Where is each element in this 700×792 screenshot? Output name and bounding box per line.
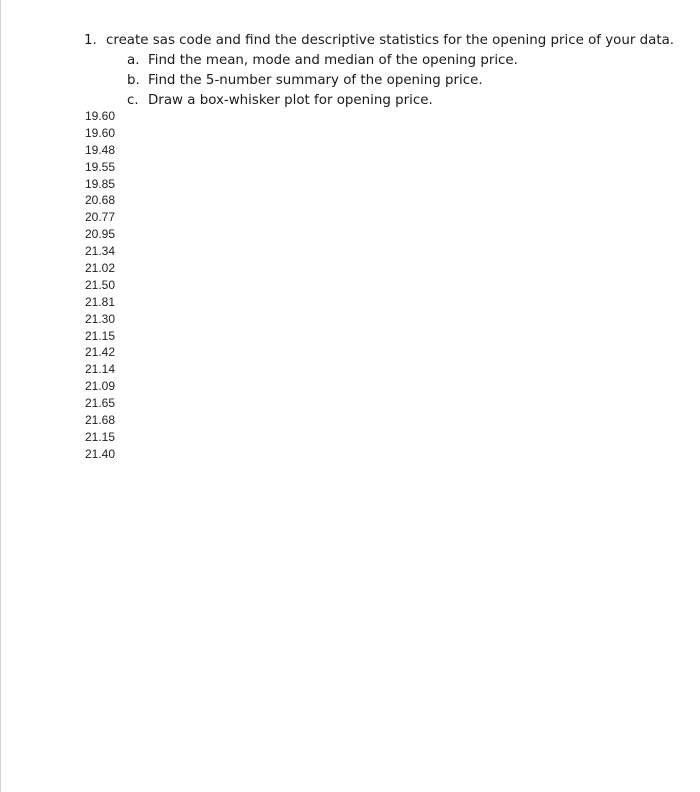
opening-price-value: 19.60 [85,109,116,123]
opening-price-list [85,108,115,463]
opening-price-value: 21.34 [85,244,116,259]
opening-price-value: 21.50 [85,277,116,292]
opening-price-value: 21.02 [85,261,116,276]
question-number: 1. [84,33,97,48]
opening-price-value: 20.95 [85,227,116,242]
opening-price-value: 20.68 [85,193,116,208]
opening-price-value: 21.65 [85,396,116,411]
opening-price-value: 21.42 [85,345,116,360]
opening-price-value: 21.15 [85,429,116,444]
sub-question-text: Draw a box-whisker plot for opening price. [148,93,433,108]
sub-question-letter: b. [127,73,140,88]
opening-price-value: 21.14 [85,362,116,377]
opening-price-value: 19.55 [85,159,116,174]
opening-price-value: 19.48 [85,142,116,157]
opening-price-value: 21.40 [85,446,116,461]
question-text: create sas code and find the descriptive statistics for the opening price of your data. [106,33,675,48]
sub-question-text: Find the 5-number summary of the opening price. [148,73,483,88]
sub-question-list [127,51,684,111]
sub-question-letter: c. [127,93,139,108]
page-left-border [0,0,1,792]
opening-price-value: 20.77 [85,210,116,225]
opening-price-value: 21.15 [85,328,116,343]
sub-question-text: Find the mean, mode and median of the opening price. [148,53,518,68]
opening-price-value: 19.60 [85,125,116,140]
opening-price-value: 21.09 [85,379,116,394]
sub-question-item [127,91,684,111]
sub-question-letter: a. [127,53,140,68]
sub-question-item [127,51,684,71]
opening-price-value: 21.30 [85,311,116,326]
opening-price-value: 21.81 [85,294,116,309]
question-line [84,31,684,51]
opening-price-value: 19.85 [85,176,116,191]
sub-question-item [127,71,684,91]
opening-price-value: 21.68 [85,413,116,428]
question-block [84,31,684,111]
